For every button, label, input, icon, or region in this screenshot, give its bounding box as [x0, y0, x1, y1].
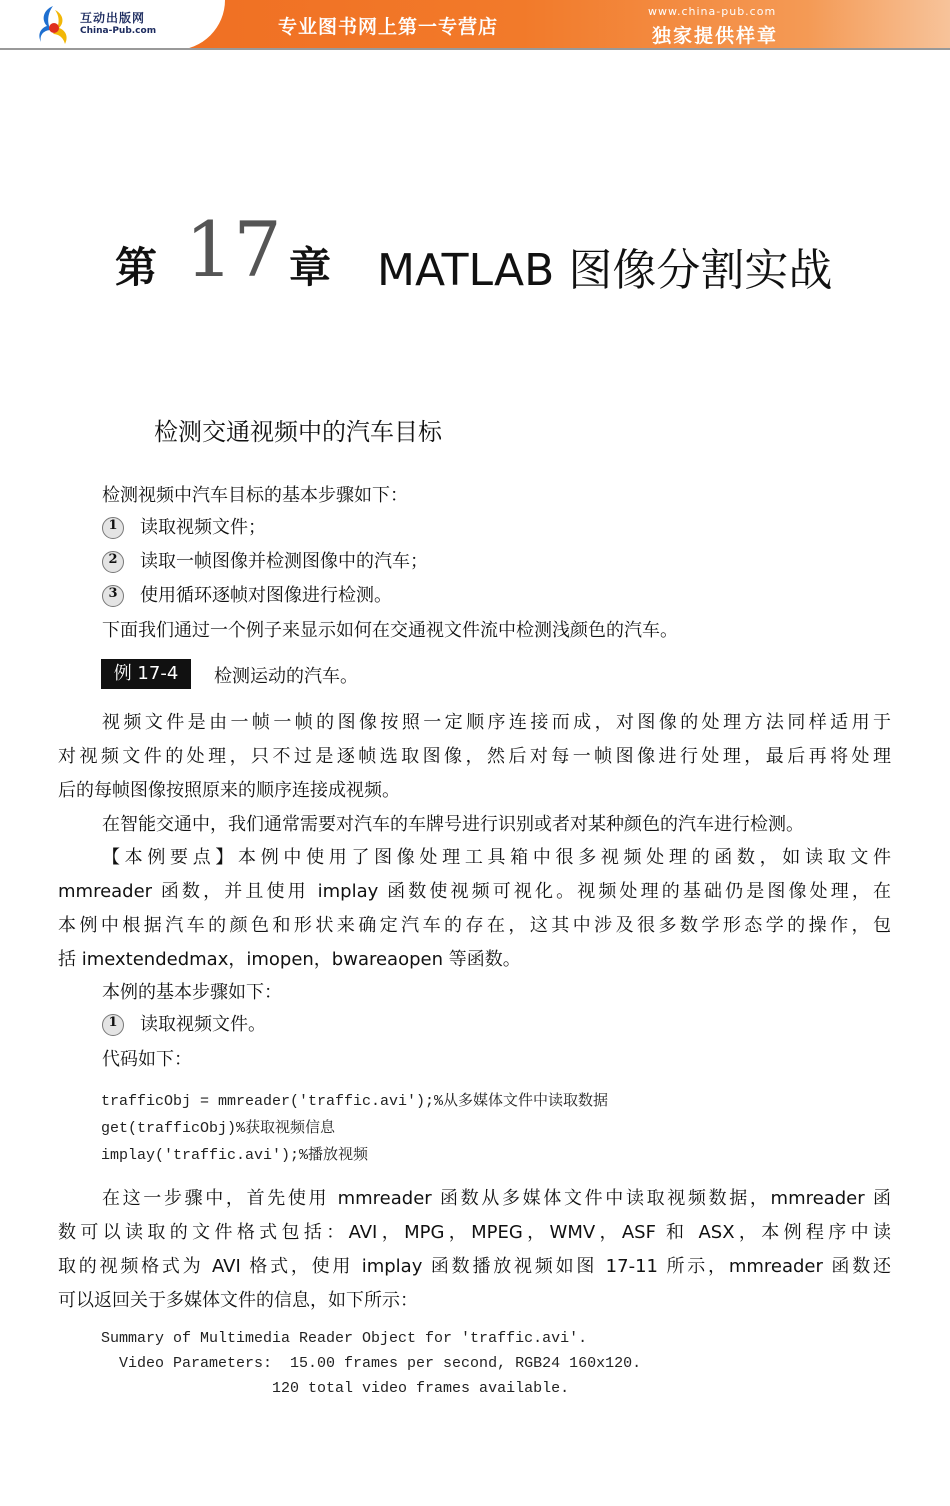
step-item	[102, 513, 266, 539]
example-lead: 下面我们通过一个例子来显示如何在交通视文件流中检测浅颜色的汽车。	[102, 620, 678, 641]
banner-url-link[interactable]: www.china-pub.com	[648, 5, 777, 18]
paragraph-line: 取的视频格式为 AVI 格式，使用 implay 函数播放视频如图 17-11 所示，mmreader 函数还	[58, 1256, 891, 1277]
code-line: trafficObj = mmreader('traffic.avi');%从多媒体文件中读取数据	[101, 1093, 609, 1110]
paragraph-line: 后的每帧图像按照原来的顺序连接成视频。	[58, 780, 400, 801]
code-intro: 代码如下：	[102, 1049, 192, 1070]
step-item	[102, 581, 392, 607]
paragraph-line: 对视频文件的处理，只不过是逐帧选取图像，然后对每一帧图像进行处理，最后再将处理	[58, 746, 891, 767]
output-line: Summary of Multimedia Reader Object for 'traffic.avi'.	[101, 1330, 588, 1347]
china-pub-logo-icon	[33, 4, 73, 46]
code-line: get(trafficObj)%获取视频信息	[101, 1120, 336, 1137]
banner-slogan: 专业图书网上第一专营店	[278, 16, 499, 38]
paragraph-line: 【本例要点】本例中使用了图像处理工具箱中很多视频处理的函数，如读取文件	[102, 847, 891, 868]
logo-name: 互动出版网	[80, 11, 146, 25]
banner-offer: 独家提供样章	[652, 25, 779, 47]
paragraph-line: 视频文件是由一帧一帧的图像按照一定顺序连接而成，对图像的处理方法同样适用于	[102, 712, 891, 733]
chapter-number: 17	[185, 205, 282, 294]
paragraph-line: 数可以读取的文件格式包括：AVI，MPG，MPEG，WMV，ASF 和 ASX，本例程序中读	[58, 1222, 891, 1243]
step-number: 1	[102, 517, 124, 539]
step-item	[102, 1010, 266, 1036]
step-text: 读取一帧图像并检测图像中的汽车；	[140, 551, 428, 572]
intro-text: 检测视频中汽车目标的基本步骤如下：	[102, 485, 408, 506]
example-title: 检测运动的汽车。	[214, 666, 358, 687]
chapter-title: MATLAB 图像分割实战	[377, 245, 833, 296]
paragraph-line: mmreader 函数，并且使用 implay 函数使视频可视化。视频处理的基础仍是图像处理，在	[58, 881, 891, 902]
paragraph-line: 在这一步骤中，首先使用 mmreader 函数从多媒体文件中读取视频数据，mmreader 函	[102, 1188, 891, 1209]
paragraph-line: 在智能交通中，我们通常需要对汽车的车牌号进行识别或者对某种颜色的汽车进行检测。	[102, 814, 804, 835]
output-line: Video Parameters: 15.00 frames per second, RGB24 160x120.	[101, 1355, 642, 1372]
chapter-suffix: 章	[289, 243, 332, 292]
step-text: 使用循环逐帧对图像进行检测。	[140, 585, 392, 606]
step-text: 读取视频文件。	[140, 1014, 266, 1035]
step-number: 3	[102, 585, 124, 607]
paragraph-line: 本例中根据汽车的颜色和形状来确定汽车的存在，这其中涉及很多数学形态学的操作，包	[58, 915, 891, 936]
paragraph-line: 可以返回关于多媒体文件的信息，如下所示：	[58, 1290, 418, 1311]
output-line: 120 total video frames available.	[101, 1380, 570, 1397]
steps-intro: 本例的基本步骤如下：	[102, 982, 282, 1003]
paragraph-line: 括 imextendedmax，imopen，bwareaopen 等函数。	[58, 949, 521, 970]
chapter-prefix: 第	[115, 243, 158, 292]
code-line: implay('traffic.avi');%播放视频	[101, 1147, 369, 1164]
example-tag: 例 17-4	[101, 659, 191, 689]
step-item	[102, 547, 428, 573]
logo-url: China-Pub.com	[80, 26, 157, 36]
logo-area[interactable]	[0, 0, 225, 50]
step-text: 读取视频文件；	[140, 517, 266, 538]
site-banner	[0, 0, 950, 50]
banner-divider	[0, 48, 950, 50]
step-number: 2	[102, 551, 124, 573]
step-number: 1	[102, 1014, 124, 1036]
section-title: 检测交通视频中的汽车目标	[154, 418, 442, 446]
